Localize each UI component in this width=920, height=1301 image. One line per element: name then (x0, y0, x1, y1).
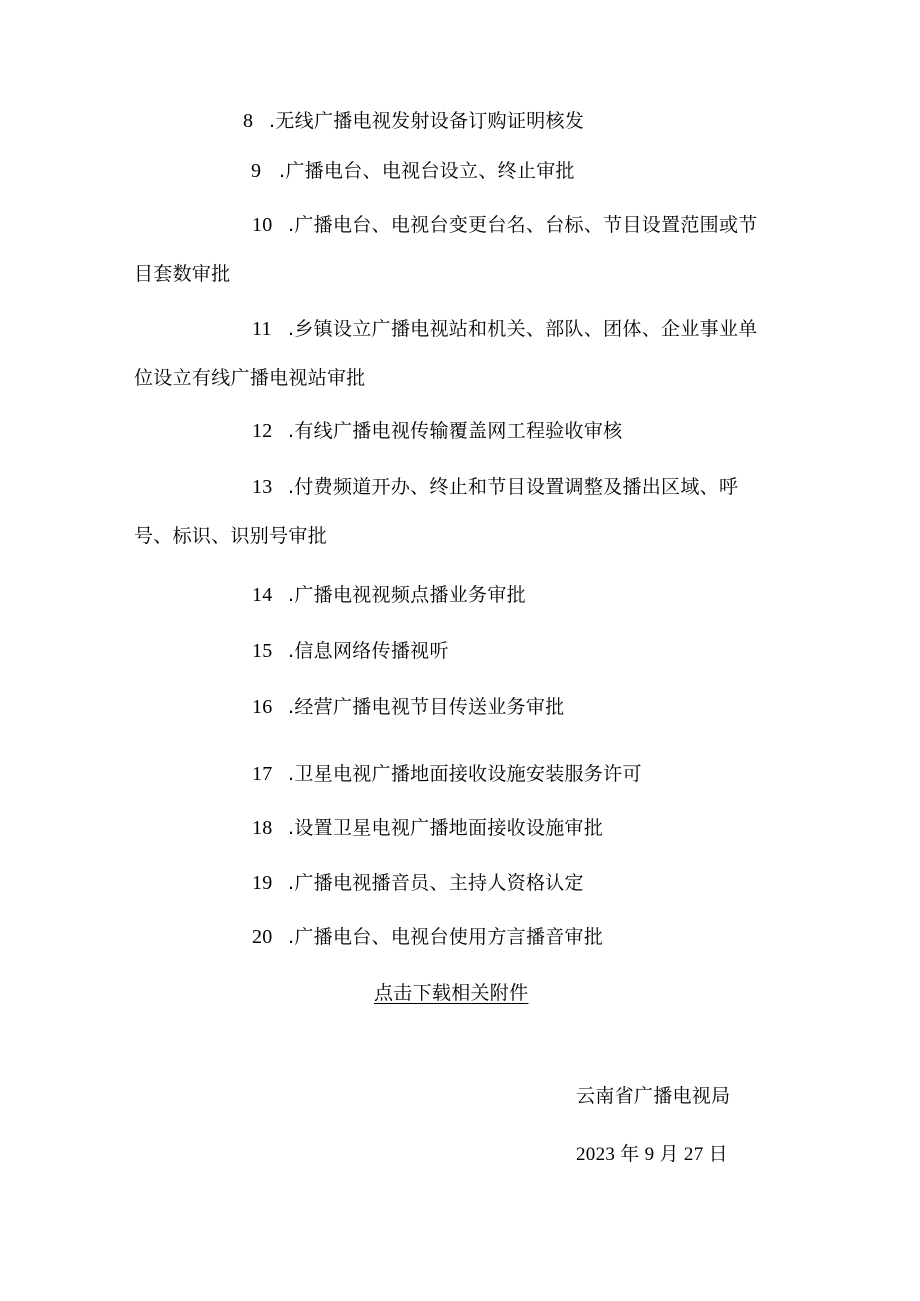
list-item (252, 638, 449, 664)
date-month: 9 (644, 1144, 655, 1165)
item-text: .乡镇设立广播电视站和机关、部队、团体、企业事业单 (288, 318, 758, 340)
item-text: .广播电台、电视台变更台名、台标、节目设置范围或节 (288, 214, 758, 236)
list-item (251, 158, 575, 184)
list-item (252, 582, 526, 608)
list-item (252, 761, 642, 787)
download-attachments-link[interactable]: 点击下载相关附件 (374, 982, 529, 1004)
item-number: 20 (252, 926, 273, 948)
item-number: 19 (252, 872, 273, 894)
date-day: 27 (683, 1144, 704, 1165)
item-number: 15 (252, 640, 273, 662)
item-number: 16 (252, 696, 273, 718)
date-year-char: 年 (620, 1143, 640, 1165)
list-item (252, 316, 758, 342)
item-continuation: 位设立有线广播电视站审批 (134, 367, 366, 389)
item-text: .设置卫星电视广播地面接收设施审批 (288, 817, 604, 839)
item-number: 9 (251, 160, 262, 182)
date-day-char: 日 (708, 1143, 728, 1165)
item-number: 14 (252, 584, 273, 606)
item-text: .经营广播电视节目传送业务审批 (288, 696, 565, 718)
item-continuation: 号、标识、识别号审批 (134, 525, 328, 547)
item-text: .有线广播电视传输覆盖网工程验收审核 (288, 420, 623, 442)
list-item (243, 108, 584, 134)
item-number: 11 (252, 318, 272, 340)
date-month-char: 月 (659, 1143, 679, 1165)
issuer-signature: 云南省广播电视局 (576, 1085, 731, 1107)
list-item (252, 694, 565, 720)
list-item (252, 212, 758, 238)
list-item (252, 870, 584, 896)
item-number: 17 (252, 763, 273, 785)
item-text: .付费频道开办、终止和节目设置调整及播出区域、呼 (288, 476, 739, 498)
issue-date (576, 1141, 728, 1168)
item-number: 8 (243, 110, 254, 132)
item-text: .卫星电视广播地面接收设施安装服务许可 (288, 763, 642, 785)
item-continuation: 目套数审批 (134, 263, 231, 285)
list-item (252, 815, 603, 841)
item-text: .广播电视视频点播业务审批 (288, 584, 526, 606)
list-item (252, 474, 738, 500)
item-text: .广播电台、电视台使用方言播音审批 (288, 926, 604, 948)
item-number: 10 (252, 214, 273, 236)
item-text: .无线广播电视发射设备订购证明核发 (269, 110, 585, 132)
item-number: 12 (252, 420, 273, 442)
item-number: 13 (252, 476, 273, 498)
date-year: 2023 (576, 1144, 616, 1165)
item-text: .信息网络传播视听 (288, 640, 449, 662)
item-text: .广播电视播音员、主持人资格认定 (288, 872, 584, 894)
item-number: 18 (252, 817, 273, 839)
item-text: .广播电台、电视台设立、终止审批 (279, 160, 575, 182)
list-item (252, 924, 603, 950)
list-item (252, 418, 622, 444)
